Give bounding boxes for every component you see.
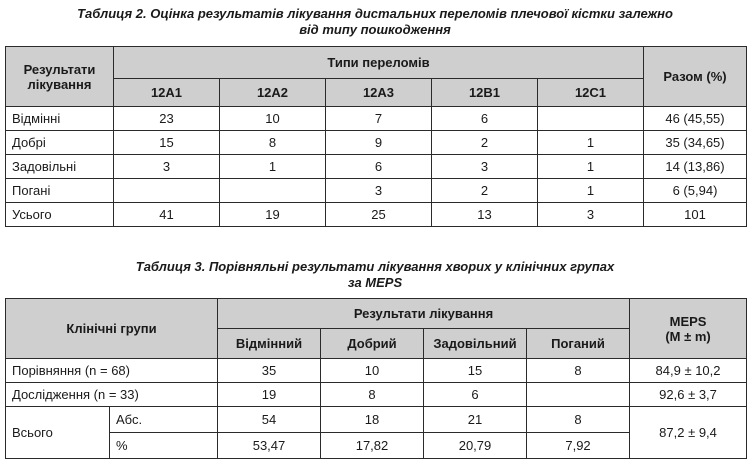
table-cell: 13 (432, 203, 538, 227)
table-row (6, 179, 747, 203)
table-cell: 3 (326, 179, 432, 203)
table-cell: 3 (538, 203, 644, 227)
table-cell (220, 179, 326, 203)
table-cell: 1 (538, 179, 644, 203)
table2-type-col: 12C1 (538, 79, 644, 107)
table2-header-row (6, 47, 747, 79)
table-cell: 6 (326, 155, 432, 179)
table2-caption-line2: від типу пошкодження (299, 22, 451, 37)
table-cell: 8 (527, 359, 630, 383)
table-cell: 19 (218, 383, 321, 407)
row-sublabel: Абс. (110, 407, 218, 433)
table3 (5, 298, 747, 459)
row-meps: 84,9 ± 10,2 (630, 359, 747, 383)
table2-caption-line1: Таблиця 2. Оцінка результатів лікування дистальних переломів плечової кістки залежно (77, 6, 673, 21)
row-label: Усього (6, 203, 114, 227)
table3-result-col: Відмінний (218, 329, 321, 359)
table-cell: 7 (326, 107, 432, 131)
row-sublabel: % (110, 433, 218, 459)
table-cell: 7,92 (527, 433, 630, 459)
row-label: Дослідження (n = 33) (6, 383, 218, 407)
table-cell: 15 (114, 131, 220, 155)
table-cell: 2 (432, 131, 538, 155)
table-cell: 41 (114, 203, 220, 227)
row-meps: 87,2 ± 9,4 (630, 407, 747, 459)
table2-caption (0, 6, 750, 38)
table-row (6, 203, 747, 227)
table-cell: 8 (527, 407, 630, 433)
row-total: 6 (5,94) (644, 179, 747, 203)
table-cell: 9 (326, 131, 432, 155)
meps-sublabel: (M ± m) (665, 328, 711, 344)
table3-result-col: Задовільний (424, 329, 527, 359)
table-cell: 8 (321, 383, 424, 407)
table-cell: 19 (220, 203, 326, 227)
table-cell (527, 383, 630, 407)
table2-header-results: Результати лікування (6, 47, 114, 107)
meps-label: MEPS (669, 313, 707, 329)
row-total: 14 (13,86) (644, 155, 747, 179)
table-cell: 10 (321, 359, 424, 383)
table-cell: 35 (218, 359, 321, 383)
table-cell: 3 (114, 155, 220, 179)
table-cell: 3 (432, 155, 538, 179)
table2-header-types: Типи переломів (114, 47, 644, 79)
table3-result-col: Добрий (321, 329, 424, 359)
table-cell: 53,47 (218, 433, 321, 459)
table-cell: 1 (538, 155, 644, 179)
table-row (6, 155, 747, 179)
table-cell: 1 (220, 155, 326, 179)
table-row (6, 383, 747, 407)
table-cell: 6 (424, 383, 527, 407)
table-cell: 15 (424, 359, 527, 383)
table-cell (114, 179, 220, 203)
table3-caption-line1: Таблиця 3. Порівняльні результати лікування хворих у клінічних групах (135, 259, 615, 274)
table-cell: 6 (432, 107, 538, 131)
row-label: Добрі (6, 131, 114, 155)
table-cell: 21 (424, 407, 527, 433)
table-cell: 8 (220, 131, 326, 155)
table2-type-col: 12A2 (220, 79, 326, 107)
table-cell: 25 (326, 203, 432, 227)
table2-subheader-row (6, 79, 747, 107)
table-row (6, 131, 747, 155)
table-cell: 54 (218, 407, 321, 433)
table3-header-row (6, 299, 747, 329)
table-cell: 20,79 (424, 433, 527, 459)
row-total: 101 (644, 203, 747, 227)
table-cell (538, 107, 644, 131)
table3-header-results: Результати лікування (218, 299, 630, 329)
table-row (6, 407, 747, 433)
table3-caption-line2: за MEPS (347, 275, 403, 290)
table-cell: 10 (220, 107, 326, 131)
table2-type-col: 12A3 (326, 79, 432, 107)
row-label: Всього (6, 407, 110, 459)
row-label: Погані (6, 179, 114, 203)
table3-result-col: Поганий (527, 329, 630, 359)
table2-type-col: 12A1 (114, 79, 220, 107)
row-label: Задовільні (6, 155, 114, 179)
table3-header-meps (630, 299, 747, 359)
row-total: 46 (45,55) (644, 107, 747, 131)
table-cell: 17,82 (321, 433, 424, 459)
row-label: Порівняння (n = 68) (6, 359, 218, 383)
table-cell: 23 (114, 107, 220, 131)
table3-caption (0, 259, 750, 291)
row-meps: 92,6 ± 3,7 (630, 383, 747, 407)
table-cell: 18 (321, 407, 424, 433)
table3-header-groups: Клінічні групи (6, 299, 218, 359)
table2-type-col: 12B1 (432, 79, 538, 107)
table-row (6, 359, 747, 383)
table-row (6, 107, 747, 131)
row-total: 35 (34,65) (644, 131, 747, 155)
row-label: Відмінні (6, 107, 114, 131)
table2-header-total: Разом (%) (644, 47, 747, 107)
table2 (5, 46, 747, 227)
table-cell: 2 (432, 179, 538, 203)
table-cell: 1 (538, 131, 644, 155)
